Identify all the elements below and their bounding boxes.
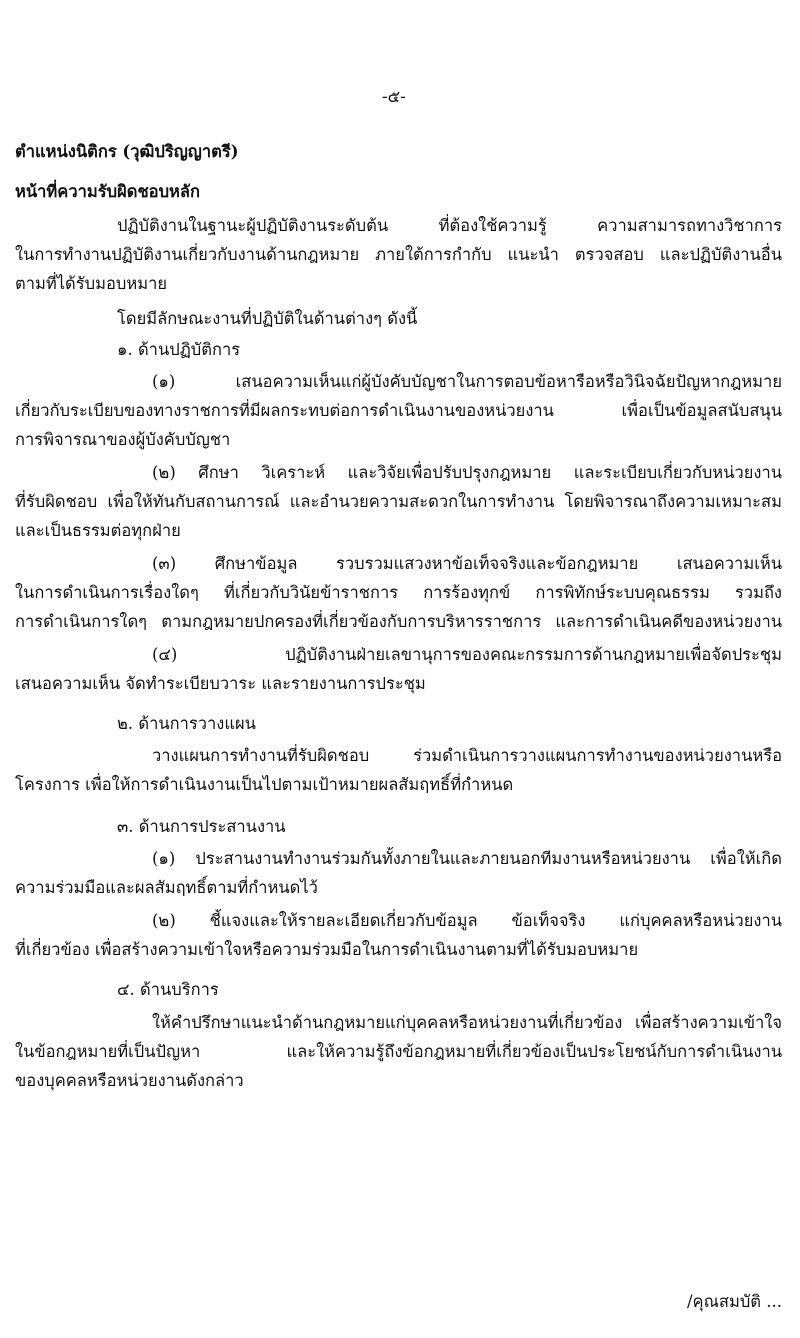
s1-item2-line-2: ที่รับผิดชอบ เพื่อให้ทันกับสถานการณ์ และอำนวยความสะดวกในการทำงาน โดยพิจารณาถึงความเหมาะสม <box>15 492 782 511</box>
page-number: -๕- <box>382 87 406 106</box>
section-4-title: ๔. ด้านบริการ <box>117 980 219 999</box>
s1-item4-line-2: เสนอความเห็น จัดทำระเบียบวาระ และรายงานการประชุม <box>15 674 426 693</box>
intro-line-1: ปฏิบัติงานในฐานะผู้ปฏิบัติงานระดับต้น ที่ต้องใช้ความรู้ ความสามารถทางวิชาการ <box>117 216 782 235</box>
intro-line-3: ตามที่ได้รับมอบหมาย <box>15 274 168 293</box>
s1-item1-line-3: การพิจารณาของผู้บังคับบัญชา <box>15 430 231 449</box>
s1-item2-line-3: และเป็นธรรมต่อทุกฝ่าย <box>15 521 181 540</box>
s4-body-line-3: ของบุคคลหรือหน่วยงานดังกล่าว <box>15 1071 244 1090</box>
s4-body-line-1: ให้คำปรึกษาแนะนำด้านกฎหมายแก่บุคคลหรือหน่วยงานที่เกี่ยวข้อง เพื่อสร้างความเข้าใจ <box>152 1013 782 1032</box>
s4-body-line-2: ในข้อกฎหมายที่เป็นปัญหา และให้ความรู้ถึงข้อกฎหมายที่เกี่ยวข้องเป็นประโยชน์กับการดำเนินงาน <box>15 1042 782 1061</box>
continuation-note: /คุณสมบัติ ... <box>686 1292 782 1311</box>
responsibility-heading: หน้าที่ความรับผิดชอบหลัก <box>15 182 201 201</box>
duties-intro: โดยมีลักษณะงานที่ปฏิบัติในด้านต่างๆ ดังนี้ <box>117 309 418 328</box>
s1-item3-line-3: การดำเนินการใดๆ ตามกฎหมายปกครองที่เกี่ยวข้องกับการบริหารราชการ และการดำเนินคดีของหน่วยงาน <box>15 612 782 631</box>
s1-item2-line-1: (๒) ศึกษา วิเคราะห์ และวิจัยเพื่อปรับปรุงกฎหมาย และระเบียบเกี่ยวกับหน่วยงาน <box>152 463 782 482</box>
s3-item1-line-2: ความร่วมมือและผลสัมฤทธิ์ตามที่กำหนดไว้ <box>15 878 318 897</box>
section-3-title: ๓. ด้านการประสานงาน <box>117 817 286 836</box>
s3-item2-line-2: ที่เกี่ยวข้อง เพื่อสร้างความเข้าใจหรือความร่วมมือในการดำเนินงานตามที่ได้รับมอบหมาย <box>15 940 639 959</box>
intro-line-2: ในการทำงานปฏิบัติงานเกี่ยวกับงานด้านกฎหมาย ภายใต้การกำกับ แนะนำ ตรวจสอบ และปฏิบัติงานอื่น <box>15 245 782 264</box>
s1-item3-line-2: ในการดำเนินการเรื่องใดๆ ที่เกี่ยวกับวินัยข้าราชการ การร้องทุกข์ การพิทักษ์ระบบคุณธรรม รวมถึง <box>15 583 782 602</box>
section-2-title: ๒. ด้านการวางแผน <box>117 714 256 733</box>
s1-item1-line-2: เกี่ยวกับระเบียบของทางราชการที่มีผลกระทบต่อการดำเนินงานของหน่วยงาน เพื่อเป็นข้อมูลสนับสนุน <box>15 401 782 420</box>
section-1-title: ๑. ด้านปฏิบัติการ <box>117 340 241 359</box>
s1-item3-line-1: (๓) ศึกษาข้อมูล รวบรวมแสวงหาข้อเท็จจริงและข้อกฎหมาย เสนอความเห็น <box>152 554 782 573</box>
s3-item2-line-1: (๒) ชี้แจงและให้รายละเอียดเกี่ยวกับข้อมูล ข้อเท็จจริง แก่บุคคลหรือหน่วยงาน <box>152 911 782 930</box>
s1-item1-line-1: (๑) เสนอความเห็นแก่ผู้บังคับบัญชาในการตอบข้อหารือหรือวินิจฉัยปัญหากฎหมาย <box>152 372 782 391</box>
position-title: ตำแหน่งนิติกร (วุฒิปริญญาตรี) <box>15 142 239 161</box>
s3-item1-line-1: (๑) ประสานงานทำงานร่วมกันทั้งภายในและภายนอกทีมงานหรือหน่วยงาน เพื่อให้เกิด <box>152 849 782 868</box>
s1-item4-line-1: (๔) ปฏิบัติงานฝ่ายเลขานุการของคณะกรรมการด้านกฎหมายเพื่อจัดประชุม <box>152 645 782 664</box>
s2-body-line-1: วางแผนการทำงานที่รับผิดชอบ ร่วมดำเนินการวางแผนการทำงานของหน่วยงานหรือ <box>152 746 782 765</box>
s2-body-line-2: โครงการ เพื่อให้การดำเนินงานเป็นไปตามเป้าหมายผลสัมฤทธิ์ที่กำหนด <box>15 775 514 794</box>
